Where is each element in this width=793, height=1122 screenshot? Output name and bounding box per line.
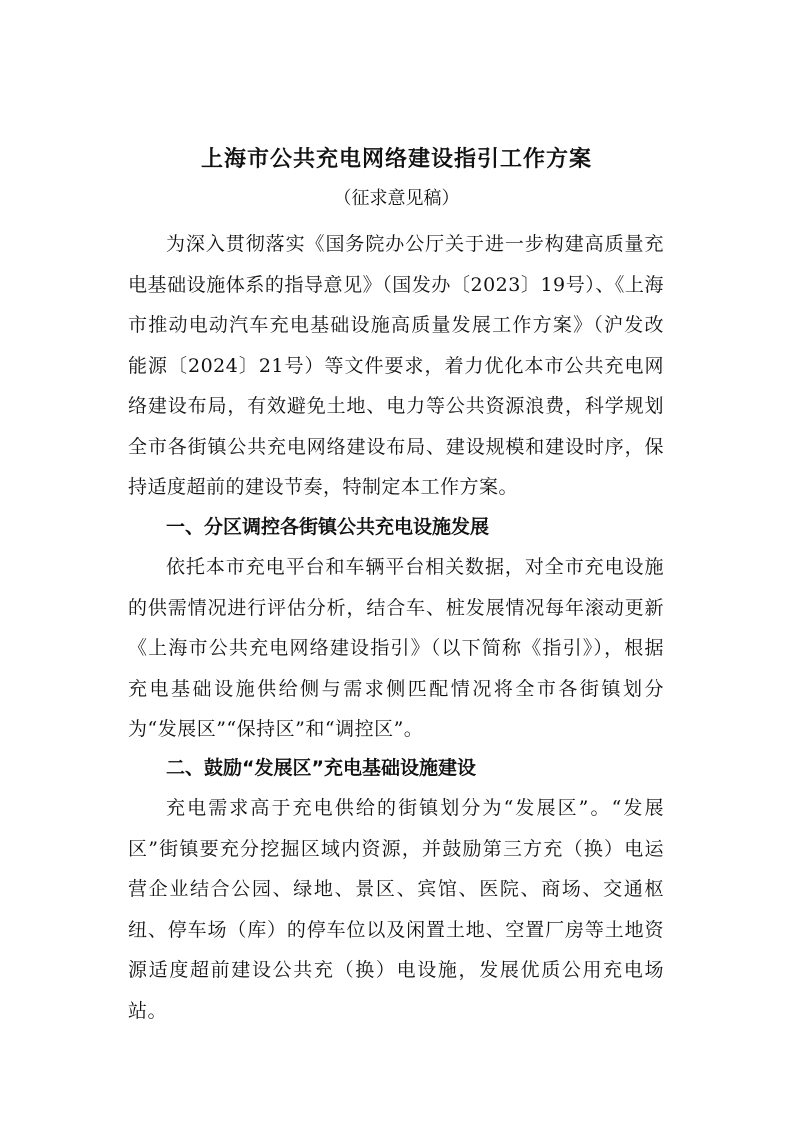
section-1-paragraph: 依托本市充电平台和车辆平台相关数据，对全市充电设施的供需情况进行评估分析，结合车、桩发展情况每年滚动更新《上海市公共充电网络建设指引》（以下简称《指引》），根据充电基础设施供给侧与需求侧匹配情况将全市各街镇划分为“发展区”“保持区”和“调控区”。 (128, 556, 664, 740)
document-subtitle: （征求意见稿） (333, 188, 460, 209)
section-2-heading: 二、鼓励“发展区”充电基础设施建设 (166, 757, 476, 779)
document-title: 上海市公共充电网络建设指引工作方案 (200, 146, 592, 172)
section-2-paragraph: 充电需求高于充电供给的街镇划分为“发展区”。“发展区”街镇要充分挖掘区域内资源，并鼓励第三方充（换）电运营企业结合公园、绿地、景区、宾馆、医院、商场、交通枢纽、停车场（库）的停车位以及闲置土地、空置厂房等土地资源适度超前建设公共充（换）电设施，发展优质公用充电场站。 (128, 797, 664, 1022)
intro-paragraph: 为深入贯彻落实《国务院办公厅关于进一步构建高质量充电基础设施体系的指导意见》（国发办〔2023〕19号）、《上海市推动电动汽车充电基础设施高质量发展工作方案》（沪发改能源〔2024〕21号）等文件要求，着力优化本市公共充电网络建设布局，有效避免土地、电力等公共资源浪费，科学规划全市各街镇公共充电网络建设布局、建设规模和建设时序，保持适度超前的建设节奏，特制定本工作方案。 (128, 233, 664, 498)
section-1-heading: 一、分区调控各街镇公共充电设施发展 (166, 516, 490, 538)
